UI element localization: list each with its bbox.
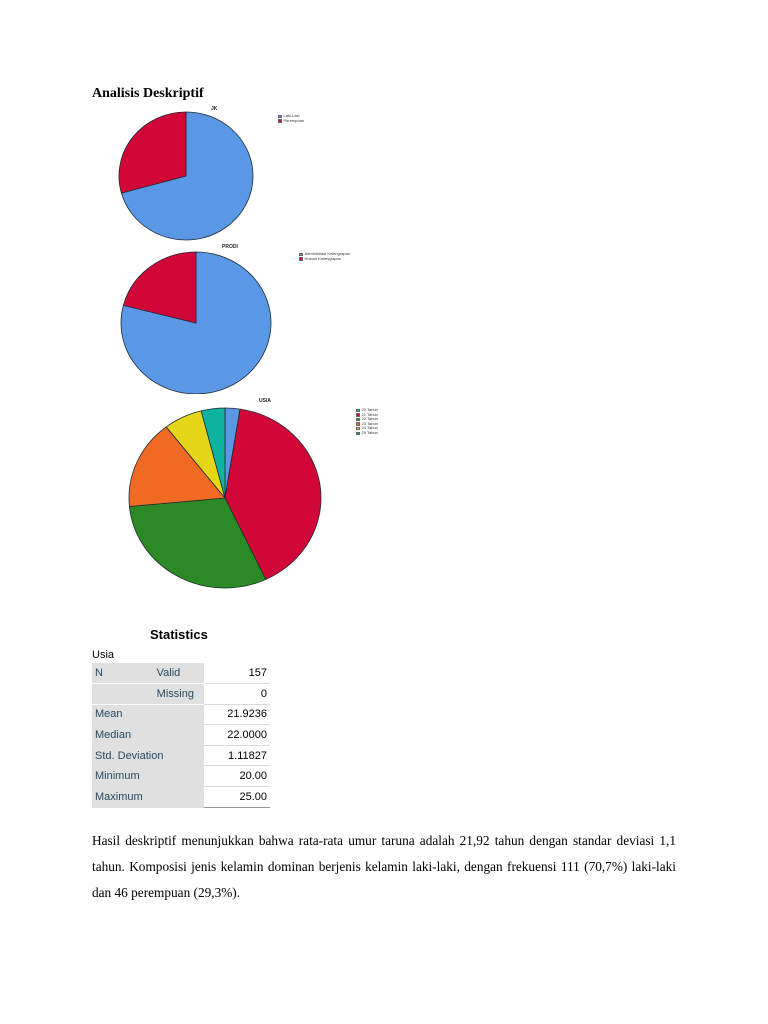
row-label: Median — [92, 725, 204, 746]
row-label: Maximum — [92, 787, 204, 808]
row-value: 0 — [204, 684, 270, 705]
statistics-variable: Usia — [92, 649, 115, 661]
legend-swatch — [356, 418, 360, 421]
row-label: Minimum — [92, 766, 204, 787]
row-value: 1.11827 — [204, 745, 270, 766]
legend-label: Administrasi Kelengrapan — [304, 251, 351, 256]
pie-chart-jk — [92, 104, 338, 244]
chart-title: PRODI — [222, 244, 238, 250]
description-paragraph: Hasil deskriptif menunjukkan bahwa rata-rata umur taruna adalah 21,92 tahun dengan standar deviasi 1,1 tahun. Komposisi jenis kelamin dominan berjenis kelamin laki-laki, dengan frekuensi 111 (70,7%) laki-laki dan 46 perempuan (29,3%). — [92, 833, 676, 900]
section-heading: Analisis Deskriptif — [92, 86, 204, 101]
row-value: 22.0000 — [204, 725, 270, 746]
statistics-title: Statistics — [150, 627, 208, 642]
row-value: 21.9236 — [204, 704, 270, 725]
table-row — [92, 684, 270, 705]
table-row — [92, 725, 270, 746]
row-value: 157 — [204, 663, 270, 684]
chart-title: JK — [211, 106, 218, 112]
legend-label: 23 Tahun — [361, 420, 378, 426]
pie-prodi-svg — [92, 243, 368, 398]
legend-label: Perempuan — [283, 117, 305, 123]
row-label: Std. Deviation — [92, 745, 204, 766]
chart-legend — [278, 114, 304, 123]
legend-label: Laki-Laki — [283, 113, 300, 118]
chart-title: USIA — [259, 398, 271, 404]
table-row — [92, 663, 270, 684]
row-label: Mean — [92, 704, 204, 725]
pie-chart-usia — [92, 394, 440, 594]
legend-label: 25 Tahun — [361, 429, 378, 435]
legend-swatch — [299, 253, 303, 256]
row-value: 20.00 — [204, 766, 270, 787]
legend-label: 24 Tahun — [361, 425, 378, 431]
legend-label: Hukum Kelengrapan — [304, 255, 341, 261]
pie-chart-prodi — [92, 243, 368, 398]
row-label: N — [92, 663, 137, 684]
row-value: 25.00 — [204, 787, 270, 808]
pie-jk-svg — [92, 104, 338, 244]
legend-swatch — [356, 422, 360, 425]
legend-item — [278, 119, 304, 124]
table-row — [92, 766, 270, 787]
row-label — [92, 684, 137, 705]
legend-swatch — [356, 427, 360, 430]
legend-swatch — [356, 432, 360, 435]
legend-swatch — [299, 257, 303, 260]
legend-swatch — [356, 413, 360, 416]
table-row — [92, 745, 270, 766]
pie-usia-svg — [92, 394, 440, 594]
legend-label: 21 Tahun — [361, 411, 378, 417]
legend-label: 20 Tahun — [361, 407, 378, 412]
row-sublabel: Valid — [137, 663, 204, 684]
legend-label: 22 Tahun — [361, 416, 378, 422]
chart-legend — [356, 408, 378, 436]
legend-swatch — [278, 115, 282, 118]
table-row — [92, 787, 270, 808]
legend-swatch — [356, 409, 360, 412]
row-sublabel: Missing — [137, 684, 204, 705]
statistics-table — [92, 663, 270, 808]
chart-legend — [299, 252, 350, 261]
table-row — [92, 704, 270, 725]
legend-item — [299, 257, 350, 262]
legend-swatch — [278, 119, 282, 122]
legend-item — [356, 431, 378, 436]
